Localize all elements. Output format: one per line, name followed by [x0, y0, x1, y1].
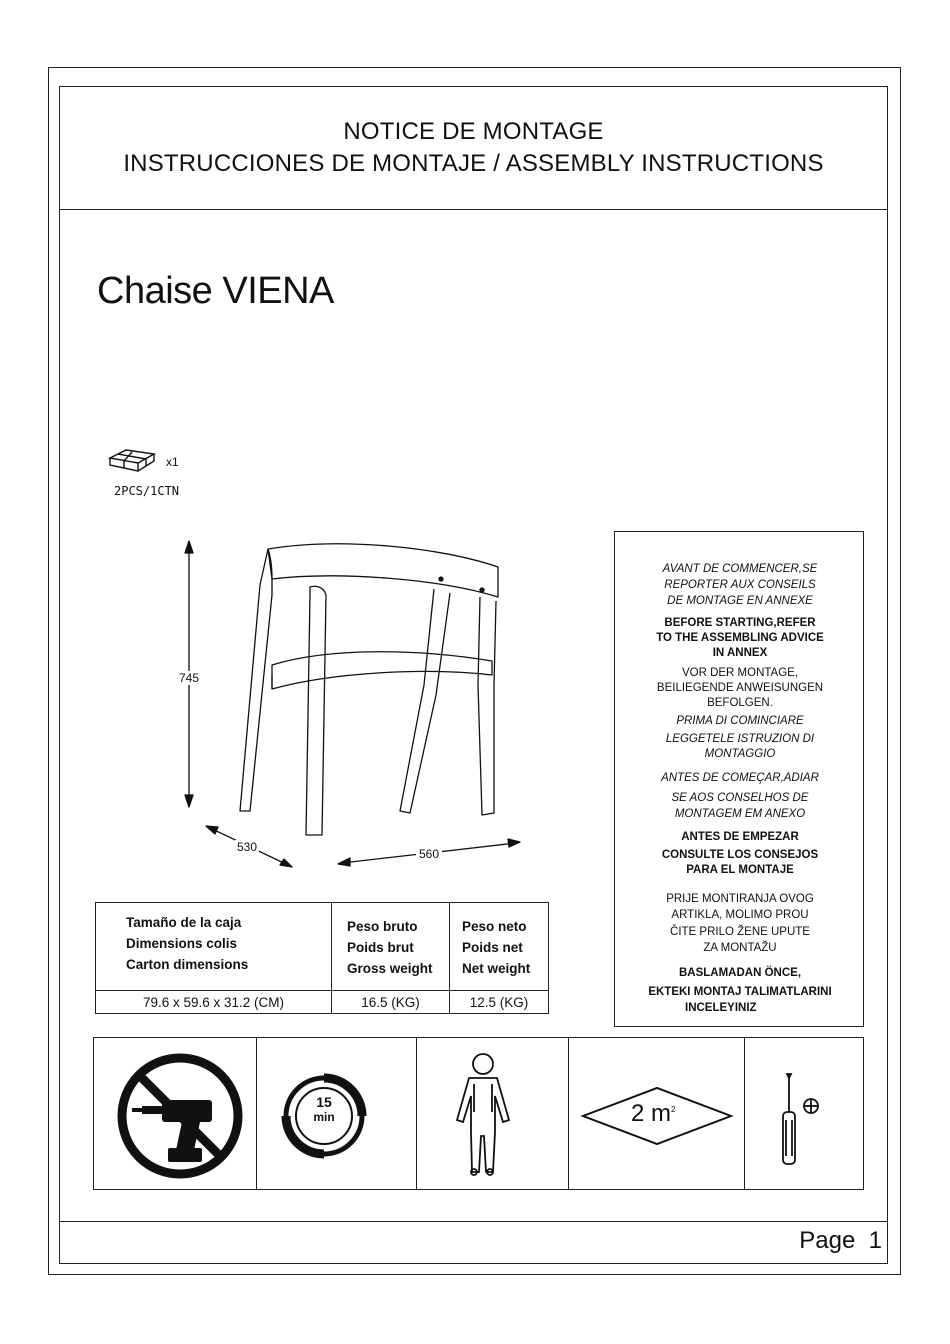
advice-line: TO THE ASSEMBLING ADVICE: [656, 632, 824, 644]
carton-specs-table: [95, 902, 549, 1014]
advice-line: CONSULTE LOS CONSEJOS: [661, 849, 819, 861]
advice-line: ARTIKLA, MOLIMO PROU: [671, 909, 809, 921]
carton-box-icon: [108, 446, 158, 474]
net-weight-value: 12.5 (KG): [450, 991, 549, 1014]
advice-line: BEFORE STARTING,REFER: [664, 617, 816, 629]
table-row: [96, 903, 549, 991]
advice-line: PRIJE MONTIRANJA OVOG: [666, 893, 814, 905]
header-fr: Dimensions colis: [126, 936, 238, 951]
assembly-pictograms: [93, 1037, 864, 1190]
advice-line: INCELEYINIZ: [685, 1002, 757, 1014]
work-area-value: [631, 1100, 675, 1128]
package-quantity: x1: [166, 455, 179, 469]
header-fr: Poids brut: [347, 940, 414, 955]
advice-line: EKTEKI MONTAJ TALIMATLARINI: [648, 986, 832, 998]
advice-line: DE MONTAGE EN ANNEXE: [667, 595, 813, 607]
header-es: Tamaño de la caja: [126, 915, 242, 930]
gross-weight-value: 16.5 (KG): [332, 991, 450, 1014]
product-title: Chaise VIENA: [97, 270, 334, 312]
advice-line: MONTAGEM EM ANEXO: [674, 808, 806, 820]
table-row: [96, 991, 549, 1014]
advice-line: SE AOS CONSELHOS DE: [671, 792, 809, 804]
advice-line: MONTAGGIO: [704, 748, 776, 760]
header-line-1: NOTICE DE MONTAGE: [343, 118, 604, 145]
assembly-time-value: 15: [316, 1094, 332, 1110]
carton-dimensions-header: [96, 903, 332, 991]
header-en: Carton dimensions: [126, 957, 249, 972]
advice-line: ANTES DE EMPEZAR: [681, 831, 799, 843]
persons-cell: [417, 1038, 569, 1189]
dimension-depth: 530: [237, 840, 258, 854]
advice-line: PARA EL MONTAJE: [686, 864, 794, 876]
footer-divider: [59, 1221, 888, 1222]
advice-line: LEGGETELE ISTRUZION DI: [665, 733, 815, 745]
header-en: Net weight: [462, 961, 531, 976]
no-power-drill-cell: [94, 1038, 257, 1189]
advice-line: BEFOLGEN.: [707, 697, 773, 709]
advice-line: VOR DER MONTAGE,: [681, 667, 799, 679]
dimension-height: 745: [179, 671, 200, 685]
header-fr: Poids net: [462, 940, 523, 955]
page-number: Page 1: [799, 1227, 882, 1254]
assembly-time-cell: [257, 1038, 417, 1189]
advice-line: IN ANNEX: [712, 647, 768, 659]
work-area-sup: 2: [671, 1105, 676, 1114]
net-weight-header: [450, 903, 549, 991]
phillips-screwdriver-icon: [745, 1038, 863, 1188]
advice-line: ZA MONTAŽU: [703, 942, 777, 954]
tool-cell: [745, 1038, 863, 1189]
advice-line: REPORTER AUX CONSEILS: [664, 579, 816, 591]
header-es: Peso bruto: [347, 919, 418, 934]
chair-drawing: [160, 535, 540, 875]
header-en: Gross weight: [347, 961, 433, 976]
assembly-advice-box: [614, 531, 864, 1027]
advice-line: ANTES DE COMEÇAR,ADIAR: [661, 772, 819, 784]
header-divider: [59, 209, 888, 210]
work-area-cell: [569, 1038, 745, 1189]
work-area-number: 2 m: [631, 1100, 672, 1127]
advice-line: BASLAMADAN ÖNCE,: [678, 967, 802, 979]
advice-line: BEILIEGENDE ANWEISUNGEN: [656, 682, 824, 694]
carton-dimensions-value: 79.6 x 59.6 x 31.2 (CM): [96, 991, 332, 1014]
header-line-2: INSTRUCCIONES DE MONTAJE / ASSEMBLY INSTRUCTIONS: [123, 150, 824, 177]
pieces-per-carton: 2PCS/1CTN: [114, 484, 180, 498]
advice-line: ČITE PRILO ŽENE UPUTE: [670, 926, 810, 938]
gross-weight-header: [332, 903, 450, 991]
no-power-drill-icon: [94, 1038, 254, 1188]
dimension-width: 560: [416, 847, 442, 861]
advice-line: PRIMA DI COMINCIARE: [676, 715, 804, 727]
assembly-time-unit: min: [313, 1110, 335, 1124]
header-es: Peso neto: [462, 919, 527, 934]
advice-line: AVANT DE COMMENCER,SE: [662, 563, 818, 575]
one-person-icon: [417, 1038, 567, 1188]
